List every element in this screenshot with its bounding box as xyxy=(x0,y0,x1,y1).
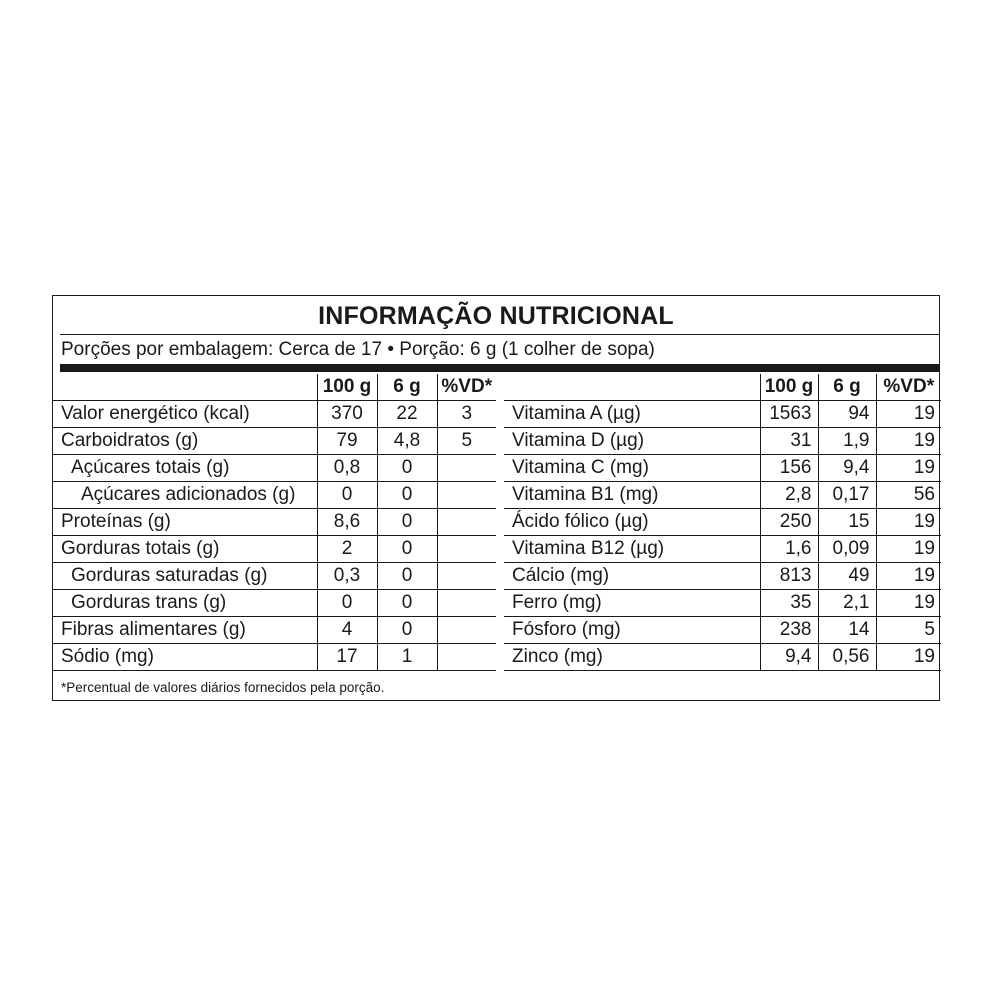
value-per-100g: 238 xyxy=(760,617,818,644)
nutrient-name: Fibras alimentares (g) xyxy=(53,617,317,644)
value-per-100g: 8,6 xyxy=(317,509,377,536)
nutrient-name: Gorduras trans (g) xyxy=(53,590,317,617)
value-vd: 5 xyxy=(876,617,941,644)
table-row xyxy=(53,401,496,428)
header-nutrient xyxy=(53,374,317,401)
table-row xyxy=(504,536,941,563)
value-per-100g: 0 xyxy=(317,590,377,617)
nutrient-name: Gorduras saturadas (g) xyxy=(53,563,317,590)
nutrition-facts-label xyxy=(52,295,940,701)
value-per-100g: 250 xyxy=(760,509,818,536)
value-vd: 56 xyxy=(876,482,941,509)
value-vd xyxy=(437,536,496,563)
value-vd xyxy=(437,617,496,644)
header-nutrient xyxy=(504,374,760,401)
table-header-row xyxy=(53,374,496,401)
nutrient-name: Valor energético (kcal) xyxy=(53,401,317,428)
macronutrients-table xyxy=(53,374,496,671)
value-vd xyxy=(437,563,496,590)
title-divider xyxy=(60,334,939,335)
value-per-portion: 14 xyxy=(818,617,876,644)
value-per-portion: 94 xyxy=(818,401,876,428)
table-row xyxy=(504,482,941,509)
nutrient-name: Vitamina B1 (mg) xyxy=(504,482,760,509)
value-per-portion: 15 xyxy=(818,509,876,536)
value-per-100g: 156 xyxy=(760,455,818,482)
nutrient-name: Proteínas (g) xyxy=(53,509,317,536)
value-per-portion: 1,9 xyxy=(818,428,876,455)
table-header-row xyxy=(504,374,941,401)
value-per-100g: 1563 xyxy=(760,401,818,428)
table-row xyxy=(504,590,941,617)
nutrient-name: Vitamina D (µg) xyxy=(504,428,760,455)
value-vd: 19 xyxy=(876,455,941,482)
value-vd: 19 xyxy=(876,428,941,455)
value-per-portion: 0 xyxy=(377,590,437,617)
value-per-100g: 0,3 xyxy=(317,563,377,590)
value-per-portion: 49 xyxy=(818,563,876,590)
value-per-100g: 31 xyxy=(760,428,818,455)
value-per-portion: 22 xyxy=(377,401,437,428)
value-vd: 19 xyxy=(876,536,941,563)
value-vd xyxy=(437,509,496,536)
value-per-portion: 0 xyxy=(377,536,437,563)
value-vd xyxy=(437,482,496,509)
header-per-portion: 6 g xyxy=(377,374,437,401)
value-per-100g: 1,6 xyxy=(760,536,818,563)
table-row xyxy=(504,644,941,671)
value-per-portion: 0 xyxy=(377,509,437,536)
table-row xyxy=(504,455,941,482)
value-per-100g: 0,8 xyxy=(317,455,377,482)
value-per-100g: 0 xyxy=(317,482,377,509)
thick-divider xyxy=(60,364,939,372)
footnote: *Percentual de valores diários fornecidos pela porção. xyxy=(61,680,385,695)
value-per-100g: 370 xyxy=(317,401,377,428)
value-vd: 19 xyxy=(876,590,941,617)
value-per-100g: 4 xyxy=(317,617,377,644)
nutrient-name: Vitamina B12 (µg) xyxy=(504,536,760,563)
table-row xyxy=(504,563,941,590)
table-row xyxy=(53,644,496,671)
value-per-100g: 2,8 xyxy=(760,482,818,509)
value-per-portion: 9,4 xyxy=(818,455,876,482)
nutrient-name: Fósforo (mg) xyxy=(504,617,760,644)
table-row xyxy=(53,563,496,590)
serving-info: Porções por embalagem: Cerca de 17 • Porção: 6 g (1 colher de sopa) xyxy=(61,339,655,360)
table-row xyxy=(504,401,941,428)
value-per-portion: 0,17 xyxy=(818,482,876,509)
value-per-portion: 1 xyxy=(377,644,437,671)
nutrient-name: Vitamina C (mg) xyxy=(504,455,760,482)
value-per-100g: 813 xyxy=(760,563,818,590)
value-vd: 19 xyxy=(876,401,941,428)
nutrient-name: Ácido fólico (µg) xyxy=(504,509,760,536)
table-row xyxy=(53,428,496,455)
nutrient-name: Vitamina A (µg) xyxy=(504,401,760,428)
value-per-portion: 0,56 xyxy=(818,644,876,671)
value-vd xyxy=(437,590,496,617)
nutrient-name: Cálcio (mg) xyxy=(504,563,760,590)
table-row xyxy=(504,428,941,455)
table-row xyxy=(53,617,496,644)
table-row xyxy=(53,536,496,563)
value-vd: 19 xyxy=(876,563,941,590)
header-vd: %VD* xyxy=(876,374,941,401)
header-per-100g: 100 g xyxy=(317,374,377,401)
value-per-portion: 4,8 xyxy=(377,428,437,455)
nutrient-name: Ferro (mg) xyxy=(504,590,760,617)
table-row xyxy=(504,509,941,536)
value-per-100g: 35 xyxy=(760,590,818,617)
table-row xyxy=(53,590,496,617)
value-per-100g: 79 xyxy=(317,428,377,455)
value-vd: 19 xyxy=(876,644,941,671)
value-vd xyxy=(437,644,496,671)
value-per-100g: 17 xyxy=(317,644,377,671)
value-per-portion: 0 xyxy=(377,455,437,482)
nutrient-name: Gorduras totais (g) xyxy=(53,536,317,563)
label-title: INFORMAÇÃO NUTRICIONAL xyxy=(318,302,674,330)
header-per-100g: 100 g xyxy=(760,374,818,401)
value-vd: 3 xyxy=(437,401,496,428)
value-per-portion: 0 xyxy=(377,563,437,590)
nutrient-name: Carboidratos (g) xyxy=(53,428,317,455)
nutrient-name: Açúcares adicionados (g) xyxy=(53,482,317,509)
table-row xyxy=(504,617,941,644)
nutrient-name: Sódio (mg) xyxy=(53,644,317,671)
table-row xyxy=(53,509,496,536)
value-per-portion: 0 xyxy=(377,617,437,644)
value-vd: 5 xyxy=(437,428,496,455)
value-per-100g: 2 xyxy=(317,536,377,563)
header-vd: %VD* xyxy=(437,374,496,401)
nutrient-name: Zinco (mg) xyxy=(504,644,760,671)
table-row xyxy=(53,455,496,482)
micronutrients-table xyxy=(504,374,941,671)
value-per-portion: 0,09 xyxy=(818,536,876,563)
value-per-portion: 0 xyxy=(377,482,437,509)
value-vd xyxy=(437,455,496,482)
value-per-100g: 9,4 xyxy=(760,644,818,671)
table-row xyxy=(53,482,496,509)
nutrient-name: Açúcares totais (g) xyxy=(53,455,317,482)
header-per-portion: 6 g xyxy=(818,374,876,401)
value-per-portion: 2,1 xyxy=(818,590,876,617)
value-vd: 19 xyxy=(876,509,941,536)
